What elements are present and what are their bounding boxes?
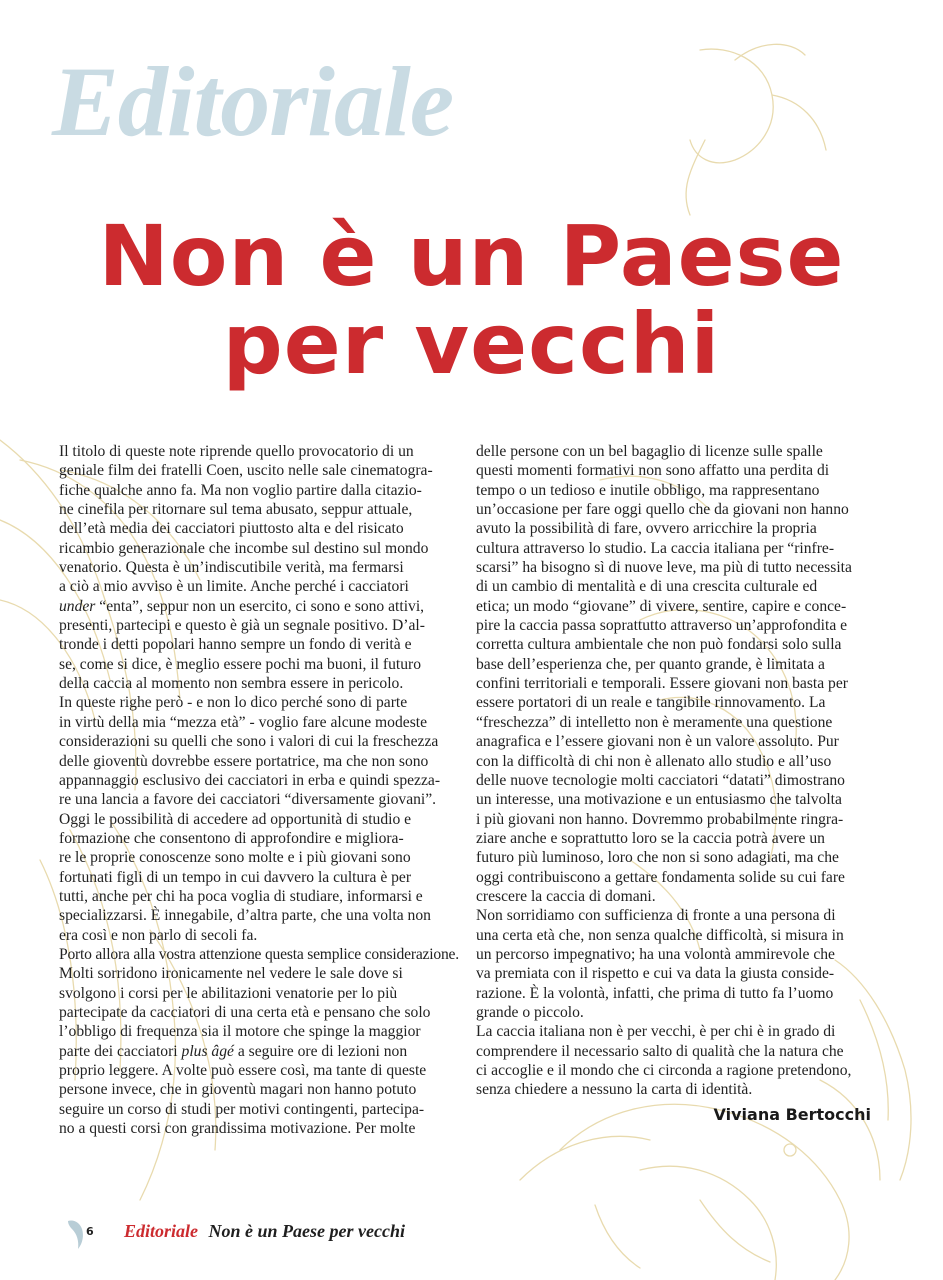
text-line: di un cambio di mentalità e di una crescita culturale ed xyxy=(476,578,818,596)
text-line: ricambio generazionale che incombe sul destino sul mondo xyxy=(59,539,429,557)
text-line: appannaggio esclusivo dei cacciatori in erba e quindi spezza- xyxy=(59,771,441,789)
text-line: essere portatori di un reale e tangibile rinnovamento. La xyxy=(476,694,826,712)
text-line: specializzarsi. È innegabile, d’altra parte, che una volta non xyxy=(59,907,431,925)
footer-running-title xyxy=(124,1221,405,1242)
text-line: razione. È la volontà, infatti, che prima di tutto fa l’uomo xyxy=(476,984,834,1002)
text-line: questi momenti formativi non sono affatto una perdita di xyxy=(476,462,830,480)
text-line: oggi contribuiscono a gettare fondamenta solide su cui fare xyxy=(476,868,845,886)
text-line: crescere la caccia di domani. xyxy=(476,887,656,905)
body-paragraph xyxy=(476,1022,876,1099)
text-line: comprendere il necessario salto di qualità che la natura che xyxy=(476,1042,844,1060)
text-line: della caccia al momento non sembra essere in pericolo. xyxy=(59,675,404,693)
footer-section: Editoriale xyxy=(124,1221,199,1241)
page-number: 6 xyxy=(86,1225,94,1238)
text-line: fiche qualche anno fa. Ma non voglio partire dalla citazio- xyxy=(59,481,422,499)
text-line: “freschezza” di intelletto non è meramente una questione xyxy=(476,713,833,731)
text-line: proprio leggere. A volte può essere così, ma tante di queste xyxy=(59,1062,427,1079)
text-line: formazione che consentono di approfondire e migliora- xyxy=(59,829,404,847)
text-line: delle gioventù dovrebbe essere portatrice, ma che non sono xyxy=(59,752,429,770)
text-line: futuro più luminoso, loro che non si sono adagiati, ma che xyxy=(476,849,839,867)
text-line: svolgono i corsi per le abilitazioni venatorie per lo più xyxy=(59,984,398,1002)
text-line: ziare anche e soprattutto loro se la caccia potrà avere un xyxy=(476,829,825,847)
body-paragraph xyxy=(476,442,876,906)
text-line: partecipate da cacciatori di una certa età e pensano che solo xyxy=(59,1003,431,1021)
text-line: avuto la possibilità di fare, ovvero arricchire la propria xyxy=(476,520,817,538)
headline-line-1: Non è un Paese xyxy=(98,207,845,305)
text-line: va premiata con il rispetto e cui va data la giusta conside- xyxy=(476,965,835,983)
headline-line-2: per vecchi xyxy=(222,295,721,393)
text-line: cultura attraverso lo studio. La caccia italiana per “rinfre- xyxy=(476,539,835,557)
author-signature: Viviana Bertocchi xyxy=(713,1105,871,1124)
text-line: confini territoriali e temporali. Essere giovani non basta per xyxy=(476,675,848,693)
text-line: presenti, partecipi e questo è già un segnale positivo. D’al- xyxy=(59,617,425,635)
text-line: era così e non parlo di secoli fa. xyxy=(59,926,258,944)
text-line: dell’età media dei cacciatori piuttosto alta e del risicato xyxy=(59,520,404,538)
text-line: senza chiedere a nessuno la carta di identità. xyxy=(476,1081,753,1099)
text-line: re una lancia a favore dei cacciatori “diversamente giovani”. xyxy=(59,791,437,809)
text-line: l’obbligo di frequenza sia il motore che spinge la maggior xyxy=(59,1023,421,1041)
text-line: no a questi corsi con grandissima motivazione. Per molte xyxy=(59,1120,416,1138)
text-line: Porto allora alla vostra attenzione questa semplice considerazione. xyxy=(59,945,459,963)
body-paragraph xyxy=(476,906,876,1022)
text-line: In queste righe però - e non lo dico perché sono di parte xyxy=(59,694,408,712)
text-line: tempo o un tedioso e inutile obbligo, ma rappresentano xyxy=(476,481,820,499)
text-line: Molti sorridono ironicamente nel vedere le sale dove si xyxy=(59,965,403,983)
text-line: persone invece, che in gioventù magari non hanno potuto xyxy=(59,1081,417,1099)
text-line: re le proprie conoscenze sono molte e i più giovani sono xyxy=(59,849,411,867)
text-line: Oggi le possibilità di accedere ad opportunità di studio e xyxy=(59,810,412,828)
text-line: corretta cultura ambientale che non può fondarsi solo sulla xyxy=(476,636,842,654)
text-line: seguire un corso di studi per motivi contingenti, partecipa- xyxy=(59,1100,425,1118)
text-line: considerazioni su quelli che sono i valori di cui la freschezza xyxy=(59,733,439,751)
text-line: fortunati figli di un tempo in cui davvero la cultura è per xyxy=(59,868,412,886)
text-line: una certa età che, non senza qualche difficoltà, si misura in xyxy=(476,926,844,944)
text-line: pire la caccia passa soprattutto attraverso un’approfondita e xyxy=(476,617,848,635)
text-line: un’occasione per fare oggi quello che da giovani non hanno xyxy=(476,501,849,519)
text-line: ci accoglie e il mondo che ci circonda a ragione pretendono, xyxy=(476,1062,852,1079)
text-line: anagrafica e l’essere giovani non è un valore assoluto. Pur xyxy=(476,733,839,751)
text-line: a ciò a mio avviso è un limite. Anche perché i cacciatori xyxy=(59,578,409,596)
text-line: in virtù della mia “mezza età” - voglio fare alcune modeste xyxy=(59,713,428,731)
body-paragraph xyxy=(59,693,459,944)
text-line: Il titolo di queste note riprende quello provocatorio di un xyxy=(59,443,414,460)
text-line: grande o piccolo. xyxy=(476,1003,584,1021)
footer-title: Non è un Paese per vecchi xyxy=(208,1221,405,1241)
text-line: ne cinefila per ritornare sul tema abusato, seppur attuale, xyxy=(59,501,413,519)
text-line: base dell’esperienza che, per quanto grande, è limitata a xyxy=(476,655,825,673)
text-line: scarsi” ha bisogno sì di nuove leve, ma più di tutto necessita xyxy=(476,559,852,577)
text-line: venatorio. Questa è un’indiscutibile verità, ma fermarsi xyxy=(59,559,404,577)
text-line: i più giovani non hanno. Dovremmo probabilmente ringra- xyxy=(476,810,844,828)
text-line: etica; un modo “giovane” di vivere, sentire, capire e conce- xyxy=(476,597,847,615)
text-line: tutti, anche per chi ha poca voglia di studiare, informarsi e xyxy=(59,887,423,905)
text-line: under “enta”, seppur non un esercito, ci sono e sono attivi, xyxy=(59,597,425,615)
text-line: se, come si dice, è meglio essere pochi ma buoni, il futuro xyxy=(59,655,422,673)
text-line: con la difficoltà di chi non è allenato allo studio e all’uso xyxy=(476,752,832,770)
headline xyxy=(0,207,943,393)
page-footer xyxy=(66,1215,486,1255)
text-line: un interesse, una motivazione e un entusiasmo che talvolta xyxy=(476,791,842,809)
body-paragraph xyxy=(59,945,459,1138)
text-line: delle persone con un bel bagaglio di licenze sulle spalle xyxy=(476,443,823,460)
text-line: geniale film dei fratelli Coen, uscito nelle sale cinematogra- xyxy=(59,462,433,480)
body-column-right xyxy=(476,442,876,1100)
text-line: un percorso impegnativo; ha una volontà ammirevole che xyxy=(476,945,835,963)
text-line: parte dei cacciatori plus âgé a seguire ore di lezioni non xyxy=(59,1042,408,1060)
text-line: La caccia italiana non è per vecchi, è per chi è in grado di xyxy=(476,1023,836,1041)
text-line: Non sorridiamo con sufficienza di fronte a una persona di xyxy=(476,907,836,925)
section-label: Editoriale xyxy=(52,46,454,157)
text-line: tronde i detti popolari hanno sempre un fondo di verità e xyxy=(59,636,412,654)
body-column-left xyxy=(59,442,459,1138)
body-paragraph xyxy=(59,442,459,693)
text-line: delle nuove tecnologie molti cacciatori “datati” dimostrano xyxy=(476,771,845,789)
